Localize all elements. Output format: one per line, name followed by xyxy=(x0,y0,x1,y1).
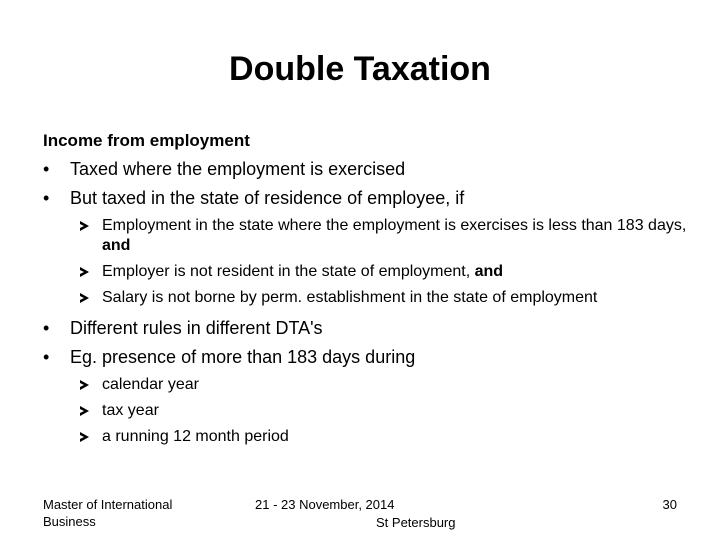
bullet-item xyxy=(43,346,693,368)
arrow-bullet-icon xyxy=(80,406,89,416)
bullet-item xyxy=(43,187,693,209)
sub-bullet-item xyxy=(43,216,693,256)
sub-bullet-text: tax year xyxy=(102,402,159,419)
sub-bullet-text: Salary is not borne by perm. establishment in the state of employment xyxy=(102,289,598,306)
sub-bullet-text: a running 12 month period xyxy=(102,428,289,445)
bullet-dot-icon: • xyxy=(43,159,50,179)
bullet-dot-icon: • xyxy=(43,347,50,367)
footer-date: 21 - 23 November, 2014 xyxy=(255,497,395,512)
bullet-dot-icon: • xyxy=(43,188,50,208)
bullet-item xyxy=(43,317,693,339)
footer-program xyxy=(43,496,243,530)
sub-bullet-text: calendar year xyxy=(102,376,199,393)
bullet-text: Eg. presence of more than 183 days during xyxy=(70,347,416,367)
arrow-bullet-icon xyxy=(80,221,89,231)
sub-bullet-item xyxy=(43,401,693,421)
bullet-text: Different rules in different DTA's xyxy=(70,318,323,338)
footer-location: St Petersburg xyxy=(376,515,456,530)
arrow-bullet-icon xyxy=(80,267,89,277)
section-heading: Income from employment xyxy=(43,131,250,150)
arrow-bullet-icon xyxy=(80,293,89,303)
footer-program-line: Business xyxy=(43,514,96,529)
sub-bullet-item xyxy=(43,288,693,308)
bullet-dot-icon: • xyxy=(43,318,50,338)
page-number: 30 xyxy=(662,497,677,512)
bullet-text: But taxed in the state of residence of employee, if xyxy=(70,188,465,208)
sub-bullet-emphasis: and xyxy=(474,263,504,280)
slide-title: Double Taxation xyxy=(229,50,491,88)
bullet-item xyxy=(43,158,693,180)
sub-bullet-item xyxy=(43,427,693,447)
slide-content xyxy=(43,130,693,453)
arrow-bullet-icon xyxy=(80,432,89,442)
sub-bullet-item xyxy=(43,375,693,395)
sub-bullet-emphasis: and xyxy=(102,237,131,254)
bullet-text: Taxed where the employment is exercised xyxy=(70,159,406,179)
footer-program-line: Master of International xyxy=(43,497,173,512)
sub-bullet-text: Employer is not resident in the state of employment, xyxy=(102,263,475,280)
arrow-bullet-icon xyxy=(80,380,89,390)
sub-bullet-text: Employment in the state where the employment is exercises is less than 183 days, xyxy=(102,217,687,234)
sub-bullet-item xyxy=(43,262,693,282)
